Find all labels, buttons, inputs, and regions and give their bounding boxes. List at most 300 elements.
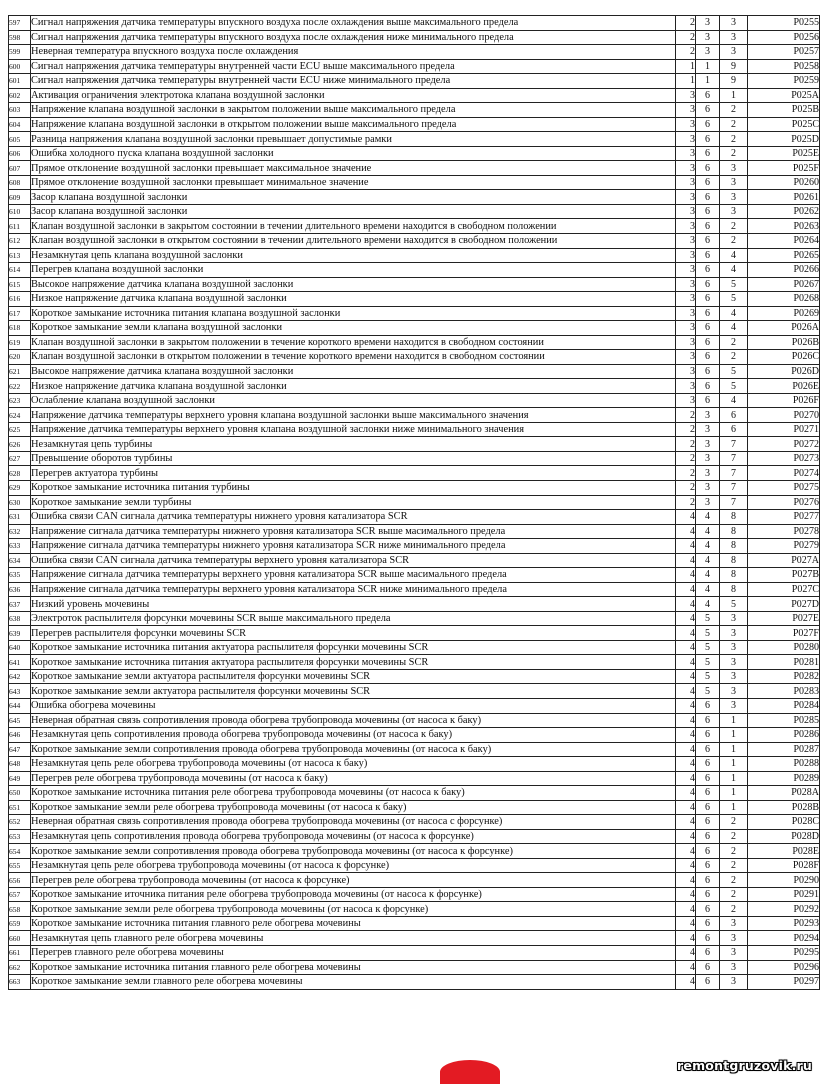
cell-b: 1 <box>696 74 720 89</box>
cell-a: 4 <box>676 684 696 699</box>
cell-c: 2 <box>720 815 748 830</box>
cell-description: Высокое напряжение датчика клапана воздушной заслонки <box>31 277 676 292</box>
cell-b: 5 <box>696 640 720 655</box>
cell-a: 2 <box>676 422 696 437</box>
table-row <box>9 306 820 321</box>
cell-a: 3 <box>676 321 696 336</box>
cell-description: Незамкнутая цепь сопротивления провода обогрева трубопровода мочевины (от насоса к форсунке) <box>31 829 676 844</box>
cell-a: 4 <box>676 553 696 568</box>
cell-code: P028E <box>748 844 820 859</box>
cell-b: 6 <box>696 219 720 234</box>
cell-b: 6 <box>696 858 720 873</box>
cell-number: 652 <box>9 815 31 830</box>
cell-description: Незамкнутая цепь клапана воздушной заслонки <box>31 248 676 263</box>
cell-b: 6 <box>696 175 720 190</box>
cell-b: 6 <box>696 233 720 248</box>
cell-a: 4 <box>676 510 696 525</box>
cell-a: 2 <box>676 481 696 496</box>
cell-a: 4 <box>676 611 696 626</box>
cell-c: 3 <box>720 45 748 60</box>
cell-b: 6 <box>696 844 720 859</box>
cell-c: 3 <box>720 161 748 176</box>
cell-code: P028C <box>748 815 820 830</box>
cell-c: 2 <box>720 103 748 118</box>
cell-c: 1 <box>720 800 748 815</box>
table-row <box>9 350 820 365</box>
cell-code: P0275 <box>748 481 820 496</box>
cell-code: P0273 <box>748 451 820 466</box>
cell-c: 2 <box>720 829 748 844</box>
cell-b: 6 <box>696 713 720 728</box>
cell-number: 642 <box>9 669 31 684</box>
cell-code: P0276 <box>748 495 820 510</box>
cell-b: 5 <box>696 611 720 626</box>
cell-a: 3 <box>676 292 696 307</box>
table-row <box>9 74 820 89</box>
cell-a: 4 <box>676 757 696 772</box>
cell-b: 6 <box>696 204 720 219</box>
cell-description: Сигнал напряжения датчика температуры внутренней части ECU ниже минимального предела <box>31 74 676 89</box>
table-row <box>9 379 820 394</box>
cell-c: 3 <box>720 30 748 45</box>
cell-c: 6 <box>720 408 748 423</box>
cell-b: 5 <box>696 669 720 684</box>
table-row <box>9 248 820 263</box>
cell-description: Напряжение сигнала датчика температуры нижнего уровня катализатора SCR выше масимального предела <box>31 524 676 539</box>
cell-description: Прямое отклонение воздушной заслонки превышает минимальное значение <box>31 175 676 190</box>
cell-a: 4 <box>676 742 696 757</box>
cell-a: 1 <box>676 74 696 89</box>
cell-b: 4 <box>696 568 720 583</box>
cell-b: 6 <box>696 117 720 132</box>
cell-number: 601 <box>9 74 31 89</box>
cell-c: 7 <box>720 466 748 481</box>
cell-code: P0287 <box>748 742 820 757</box>
cell-description: Засор клапана воздушной заслонки <box>31 204 676 219</box>
cell-code: P027A <box>748 553 820 568</box>
table-row <box>9 59 820 74</box>
cell-c: 5 <box>720 277 748 292</box>
cell-code: P0271 <box>748 422 820 437</box>
cell-description: Перегрев реле обогрева трубопровода мочевины (от насоса к форсунке) <box>31 873 676 888</box>
cell-description: Превышение оборотов турбины <box>31 451 676 466</box>
cell-description: Короткое замыкание источника питания актуатора распылителя форсунки мочевины SCR <box>31 640 676 655</box>
cell-c: 5 <box>720 364 748 379</box>
cell-code: P0258 <box>748 59 820 74</box>
cell-number: 605 <box>9 132 31 147</box>
cell-code: P0290 <box>748 873 820 888</box>
cell-code: P026A <box>748 321 820 336</box>
cell-b: 6 <box>696 263 720 278</box>
table-row <box>9 975 820 990</box>
cell-b: 6 <box>696 364 720 379</box>
cell-c: 3 <box>720 931 748 946</box>
cell-a: 4 <box>676 786 696 801</box>
table-row <box>9 451 820 466</box>
cell-number: 611 <box>9 219 31 234</box>
table-row <box>9 800 820 815</box>
cell-b: 6 <box>696 786 720 801</box>
cell-c: 2 <box>720 335 748 350</box>
cell-a: 3 <box>676 146 696 161</box>
cell-c: 2 <box>720 873 748 888</box>
cell-code: P028A <box>748 786 820 801</box>
cell-description: Короткое замыкание иточника питания реле обогрева трубопровода мочевины (от насоса к форсунке) <box>31 887 676 902</box>
cell-number: 646 <box>9 728 31 743</box>
cell-number: 650 <box>9 786 31 801</box>
red-logo-fragment <box>440 1060 500 1084</box>
fault-code-table <box>8 15 820 990</box>
table-row <box>9 844 820 859</box>
cell-a: 4 <box>676 887 696 902</box>
cell-b: 6 <box>696 800 720 815</box>
cell-code: P0284 <box>748 698 820 713</box>
cell-c: 2 <box>720 219 748 234</box>
cell-description: Короткое замыкание земли клапана воздушной заслонки <box>31 321 676 336</box>
cell-b: 6 <box>696 902 720 917</box>
cell-number: 644 <box>9 698 31 713</box>
cell-number: 657 <box>9 887 31 902</box>
cell-c: 1 <box>720 757 748 772</box>
cell-description: Ошибка обогрева мочевины <box>31 698 676 713</box>
cell-b: 6 <box>696 975 720 990</box>
cell-code: P026D <box>748 364 820 379</box>
cell-b: 5 <box>696 655 720 670</box>
cell-a: 4 <box>676 815 696 830</box>
cell-description: Сигнал напряжения датчика температуры внутренней части ECU выше максимального предела <box>31 59 676 74</box>
cell-b: 4 <box>696 510 720 525</box>
cell-description: Напряжение клапана воздушной заслонки в открытом положении выше максимального предела <box>31 117 676 132</box>
cell-number: 648 <box>9 757 31 772</box>
fault-code-rows <box>9 16 820 990</box>
table-row <box>9 539 820 554</box>
cell-number: 649 <box>9 771 31 786</box>
cell-code: P0283 <box>748 684 820 699</box>
cell-code: P0279 <box>748 539 820 554</box>
table-row <box>9 466 820 481</box>
cell-code: P0277 <box>748 510 820 525</box>
cell-a: 4 <box>676 975 696 990</box>
cell-description: Засор клапана воздушной заслонки <box>31 190 676 205</box>
cell-description: Прямое отклонение воздушной заслонки превышает максимальное значение <box>31 161 676 176</box>
cell-a: 2 <box>676 451 696 466</box>
cell-description: Короткое замыкание источника питания главного реле обогрева мочевины <box>31 960 676 975</box>
cell-a: 4 <box>676 916 696 931</box>
cell-code: P0272 <box>748 437 820 452</box>
cell-a: 3 <box>676 379 696 394</box>
cell-number: 619 <box>9 335 31 350</box>
table-row <box>9 481 820 496</box>
cell-b: 3 <box>696 408 720 423</box>
cell-c: 3 <box>720 611 748 626</box>
table-row <box>9 190 820 205</box>
cell-number: 647 <box>9 742 31 757</box>
cell-b: 6 <box>696 190 720 205</box>
cell-number: 638 <box>9 611 31 626</box>
cell-number: 637 <box>9 597 31 612</box>
table-row <box>9 524 820 539</box>
cell-c: 9 <box>720 59 748 74</box>
cell-number: 602 <box>9 88 31 103</box>
cell-b: 6 <box>696 335 720 350</box>
cell-description: Перегрев актуатора турбины <box>31 466 676 481</box>
cell-a: 2 <box>676 495 696 510</box>
cell-description: Клапан воздушной заслонки в закрытом состоянии в течении длительного времени находится в свободном положении <box>31 219 676 234</box>
cell-description: Перегрев реле обогрева трубопровода мочевины (от насоса к баку) <box>31 771 676 786</box>
cell-number: 617 <box>9 306 31 321</box>
cell-b: 6 <box>696 393 720 408</box>
cell-b: 4 <box>696 539 720 554</box>
cell-c: 3 <box>720 655 748 670</box>
cell-a: 2 <box>676 466 696 481</box>
cell-c: 3 <box>720 698 748 713</box>
cell-a: 4 <box>676 698 696 713</box>
cell-c: 3 <box>720 684 748 699</box>
cell-description: Клапан воздушной заслонки в открытом положении в течение короткого времени находится в свободном состоянии <box>31 350 676 365</box>
cell-code: P025F <box>748 161 820 176</box>
cell-c: 4 <box>720 306 748 321</box>
cell-number: 662 <box>9 960 31 975</box>
table-row <box>9 640 820 655</box>
cell-a: 4 <box>676 902 696 917</box>
cell-code: P026C <box>748 350 820 365</box>
cell-description: Напряжение датчика температуры верхнего уровня клапана воздушной заслонки ниже минимального значения <box>31 422 676 437</box>
cell-code: P0288 <box>748 757 820 772</box>
cell-a: 4 <box>676 669 696 684</box>
cell-code: P028B <box>748 800 820 815</box>
table-row <box>9 713 820 728</box>
table-row <box>9 175 820 190</box>
cell-c: 1 <box>720 88 748 103</box>
cell-b: 4 <box>696 597 720 612</box>
cell-number: 597 <box>9 16 31 31</box>
cell-a: 4 <box>676 713 696 728</box>
table-row <box>9 103 820 118</box>
cell-number: 624 <box>9 408 31 423</box>
cell-b: 6 <box>696 873 720 888</box>
cell-code: P027C <box>748 582 820 597</box>
cell-description: Короткое замыкание источника питания реле обогрева трубопровода мочевины (от насоса к баку) <box>31 786 676 801</box>
table-row <box>9 757 820 772</box>
cell-description: Неверная обратная связь сопротивления провода обогрева трубопровода мочевины (от насоса к баку) <box>31 713 676 728</box>
table-row <box>9 873 820 888</box>
cell-a: 4 <box>676 582 696 597</box>
cell-c: 9 <box>720 74 748 89</box>
cell-description: Незамкнутая цепь турбины <box>31 437 676 452</box>
cell-code: P0297 <box>748 975 820 990</box>
cell-b: 6 <box>696 277 720 292</box>
cell-c: 5 <box>720 379 748 394</box>
cell-number: 623 <box>9 393 31 408</box>
cell-code: P0286 <box>748 728 820 743</box>
cell-number: 628 <box>9 466 31 481</box>
cell-c: 8 <box>720 568 748 583</box>
cell-number: 627 <box>9 451 31 466</box>
cell-b: 3 <box>696 16 720 31</box>
cell-b: 6 <box>696 292 720 307</box>
table-row <box>9 771 820 786</box>
table-row <box>9 946 820 961</box>
cell-description: Разница напряжения клапана воздушной заслонки превышает допустимые рамки <box>31 132 676 147</box>
table-row <box>9 568 820 583</box>
cell-description: Ослабление клапана воздушной заслонки <box>31 393 676 408</box>
cell-number: 633 <box>9 539 31 554</box>
table-row <box>9 364 820 379</box>
cell-code: P0285 <box>748 713 820 728</box>
cell-description: Перегрев главного реле обогрева мочевины <box>31 946 676 961</box>
cell-c: 1 <box>720 728 748 743</box>
table-row <box>9 321 820 336</box>
cell-b: 6 <box>696 829 720 844</box>
cell-code: P027F <box>748 626 820 641</box>
table-row <box>9 728 820 743</box>
cell-a: 3 <box>676 161 696 176</box>
cell-c: 4 <box>720 321 748 336</box>
cell-a: 3 <box>676 190 696 205</box>
cell-c: 2 <box>720 902 748 917</box>
table-row <box>9 495 820 510</box>
cell-b: 6 <box>696 771 720 786</box>
cell-description: Короткое замыкание источника питания турбины <box>31 481 676 496</box>
cell-c: 8 <box>720 510 748 525</box>
cell-description: Неверная температура впускного воздуха после охлаждения <box>31 45 676 60</box>
table-row <box>9 16 820 31</box>
cell-number: 631 <box>9 510 31 525</box>
cell-a: 3 <box>676 88 696 103</box>
cell-b: 4 <box>696 553 720 568</box>
cell-b: 3 <box>696 437 720 452</box>
site-watermark: remontgruzovik.ru <box>677 1058 812 1073</box>
table-row <box>9 829 820 844</box>
cell-c: 3 <box>720 669 748 684</box>
cell-number: 632 <box>9 524 31 539</box>
cell-b: 6 <box>696 321 720 336</box>
cell-number: 656 <box>9 873 31 888</box>
cell-number: 660 <box>9 931 31 946</box>
cell-a: 4 <box>676 960 696 975</box>
cell-number: 640 <box>9 640 31 655</box>
cell-number: 599 <box>9 45 31 60</box>
table-row <box>9 669 820 684</box>
cell-b: 6 <box>696 728 720 743</box>
cell-number: 606 <box>9 146 31 161</box>
cell-a: 4 <box>676 873 696 888</box>
cell-c: 4 <box>720 393 748 408</box>
cell-b: 6 <box>696 960 720 975</box>
cell-number: 654 <box>9 844 31 859</box>
cell-code: P026E <box>748 379 820 394</box>
cell-description: Короткое замыкание земли реле обогрева трубопровода мочевины (от насоса к форсунке) <box>31 902 676 917</box>
cell-c: 8 <box>720 524 748 539</box>
cell-c: 5 <box>720 597 748 612</box>
cell-description: Неверная обратная связь сопротивления провода обогрева трубопровода мочевины (от насоса с форсунке) <box>31 815 676 830</box>
table-row <box>9 292 820 307</box>
cell-c: 8 <box>720 553 748 568</box>
cell-number: 635 <box>9 568 31 583</box>
cell-description: Перегрев распылителя форсунки мочевины SCR <box>31 626 676 641</box>
cell-number: 607 <box>9 161 31 176</box>
cell-c: 3 <box>720 916 748 931</box>
cell-b: 1 <box>696 59 720 74</box>
cell-number: 600 <box>9 59 31 74</box>
cell-number: 609 <box>9 190 31 205</box>
cell-code: P0289 <box>748 771 820 786</box>
cell-c: 2 <box>720 233 748 248</box>
cell-a: 3 <box>676 263 696 278</box>
cell-number: 621 <box>9 364 31 379</box>
cell-a: 4 <box>676 946 696 961</box>
cell-description: Клапан воздушной заслонки в закрытом положении в течение короткого времени находится в свободном состоянии <box>31 335 676 350</box>
table-row <box>9 335 820 350</box>
cell-a: 3 <box>676 103 696 118</box>
cell-code: P025B <box>748 103 820 118</box>
table-row <box>9 858 820 873</box>
cell-c: 2 <box>720 132 748 147</box>
cell-a: 4 <box>676 771 696 786</box>
cell-description: Напряжение датчика температуры верхнего уровня клапана воздушной заслонки выше максимального значения <box>31 408 676 423</box>
cell-number: 653 <box>9 829 31 844</box>
cell-description: Перегрев клапана воздушной заслонки <box>31 263 676 278</box>
cell-a: 4 <box>676 829 696 844</box>
table-row <box>9 582 820 597</box>
cell-code: P025D <box>748 132 820 147</box>
cell-b: 3 <box>696 30 720 45</box>
cell-c: 3 <box>720 626 748 641</box>
table-row <box>9 611 820 626</box>
cell-description: Незамкнутая цепь реле обогрева трубопровода мочевины (от насоса к баку) <box>31 757 676 772</box>
table-row <box>9 277 820 292</box>
cell-code: P028D <box>748 829 820 844</box>
cell-a: 4 <box>676 626 696 641</box>
cell-code: P0261 <box>748 190 820 205</box>
cell-description: Короткое замыкание земли реле обогрева трубопровода мочевины (от насоса к баку) <box>31 800 676 815</box>
cell-a: 4 <box>676 640 696 655</box>
cell-a: 3 <box>676 204 696 219</box>
cell-a: 3 <box>676 393 696 408</box>
cell-number: 651 <box>9 800 31 815</box>
cell-code: P0294 <box>748 931 820 946</box>
cell-code: P0292 <box>748 902 820 917</box>
cell-number: 636 <box>9 582 31 597</box>
cell-a: 3 <box>676 132 696 147</box>
cell-b: 6 <box>696 887 720 902</box>
cell-c: 7 <box>720 481 748 496</box>
cell-description: Незамкнутая цепь главного реле обогрева мочевины <box>31 931 676 946</box>
table-row <box>9 219 820 234</box>
cell-b: 3 <box>696 481 720 496</box>
cell-b: 6 <box>696 379 720 394</box>
cell-a: 2 <box>676 45 696 60</box>
cell-c: 3 <box>720 960 748 975</box>
cell-code: P0274 <box>748 466 820 481</box>
cell-number: 612 <box>9 233 31 248</box>
cell-number: 603 <box>9 103 31 118</box>
table-row <box>9 233 820 248</box>
cell-a: 4 <box>676 539 696 554</box>
cell-code: P0264 <box>748 233 820 248</box>
cell-a: 2 <box>676 437 696 452</box>
cell-b: 3 <box>696 466 720 481</box>
cell-b: 5 <box>696 684 720 699</box>
cell-a: 4 <box>676 597 696 612</box>
cell-number: 641 <box>9 655 31 670</box>
cell-code: P0268 <box>748 292 820 307</box>
cell-b: 6 <box>696 742 720 757</box>
cell-description: Короткое замыкание земли сопротивления провода обогрева трубопровода мочевины (от насоса к баку) <box>31 742 676 757</box>
cell-number: 626 <box>9 437 31 452</box>
cell-c: 2 <box>720 858 748 873</box>
cell-c: 3 <box>720 175 748 190</box>
